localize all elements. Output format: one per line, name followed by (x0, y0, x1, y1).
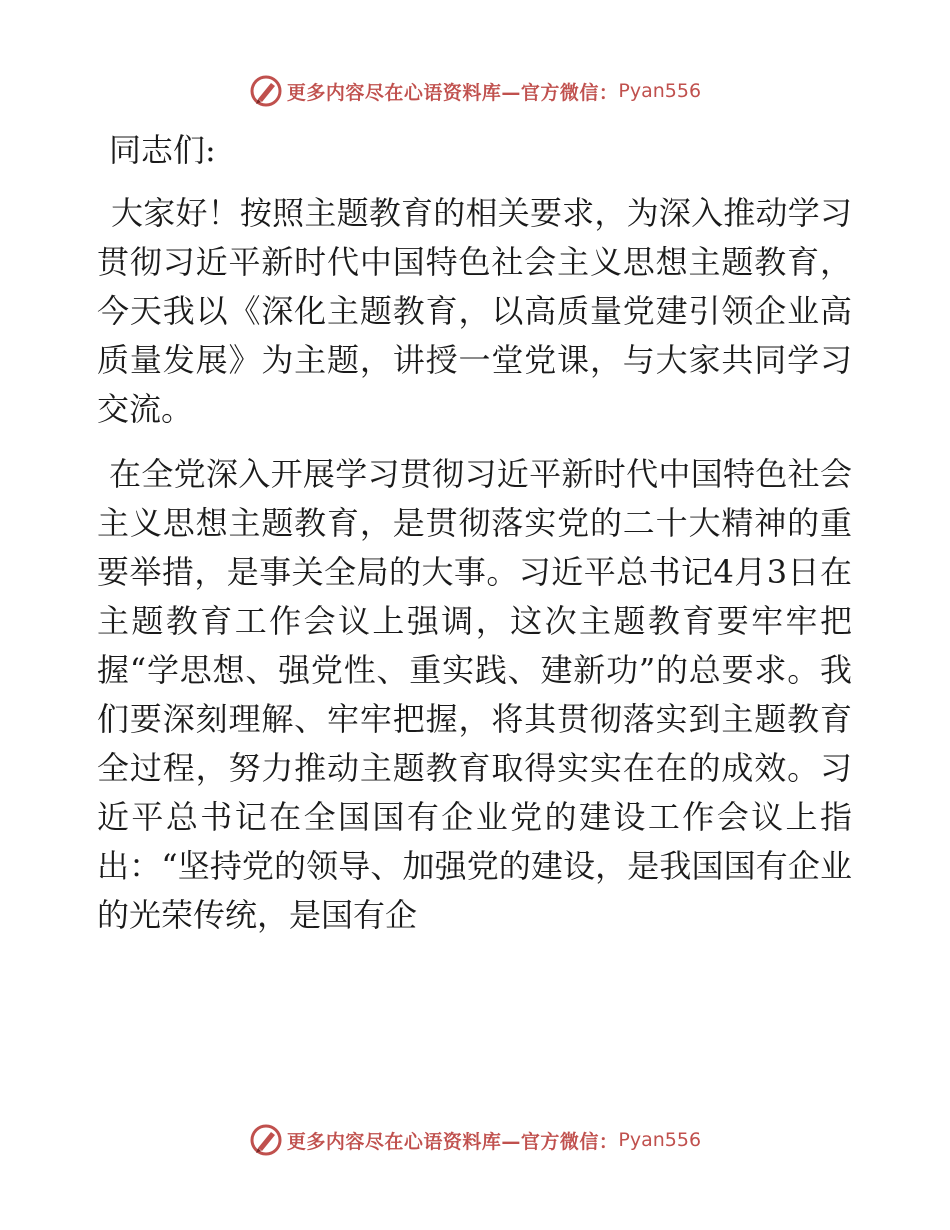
header-wechat-id: Pyan556 (618, 80, 702, 102)
header-banner (0, 71, 950, 111)
footer-banner (0, 1120, 950, 1160)
footer-wechat-id: Pyan556 (618, 1129, 702, 1151)
footer-banner-text: 更多内容尽在心语资料库—官方微信： (286, 1130, 619, 1153)
salutation: 同志们: (109, 131, 216, 169)
pen-logo-icon (249, 1123, 283, 1157)
paragraph-2: 在全党深入开展学习贯彻习近平新时代中国特色社会主义思想主题教育，是贯彻落实党的二十大精神的重要举措，是事关全局的大事。习近平总书记4月3日在主题教育工作会议上强调，这次主题教育要牢牢把握“学思想、强党性、重实践、建新功”的总要求。我们要深刻理解、牢牢把握，将其贯彻落实到主题教育全过程，努力推动主题教育取得实实在在的成效。习近平总书记在全国国有企业党的建设工作会议上指出：“坚持党的领导、加强党的建设，是我国国有企业的光荣传统，是国有企 (97, 455, 852, 934)
header-banner-text: 更多内容尽在心语资料库—官方微信： (286, 81, 619, 104)
pen-logo-icon (249, 74, 283, 108)
document-body (97, 126, 852, 940)
paragraph-1: 大家好！按照主题教育的相关要求，为深入推动学习贯彻习近平新时代中国特色社会主义思想主题教育，今天我以《深化主题教育，以高质量党建引领企业高质量发展》为主题，讲授一堂党课，与大家共同学习交流。 (97, 194, 852, 428)
